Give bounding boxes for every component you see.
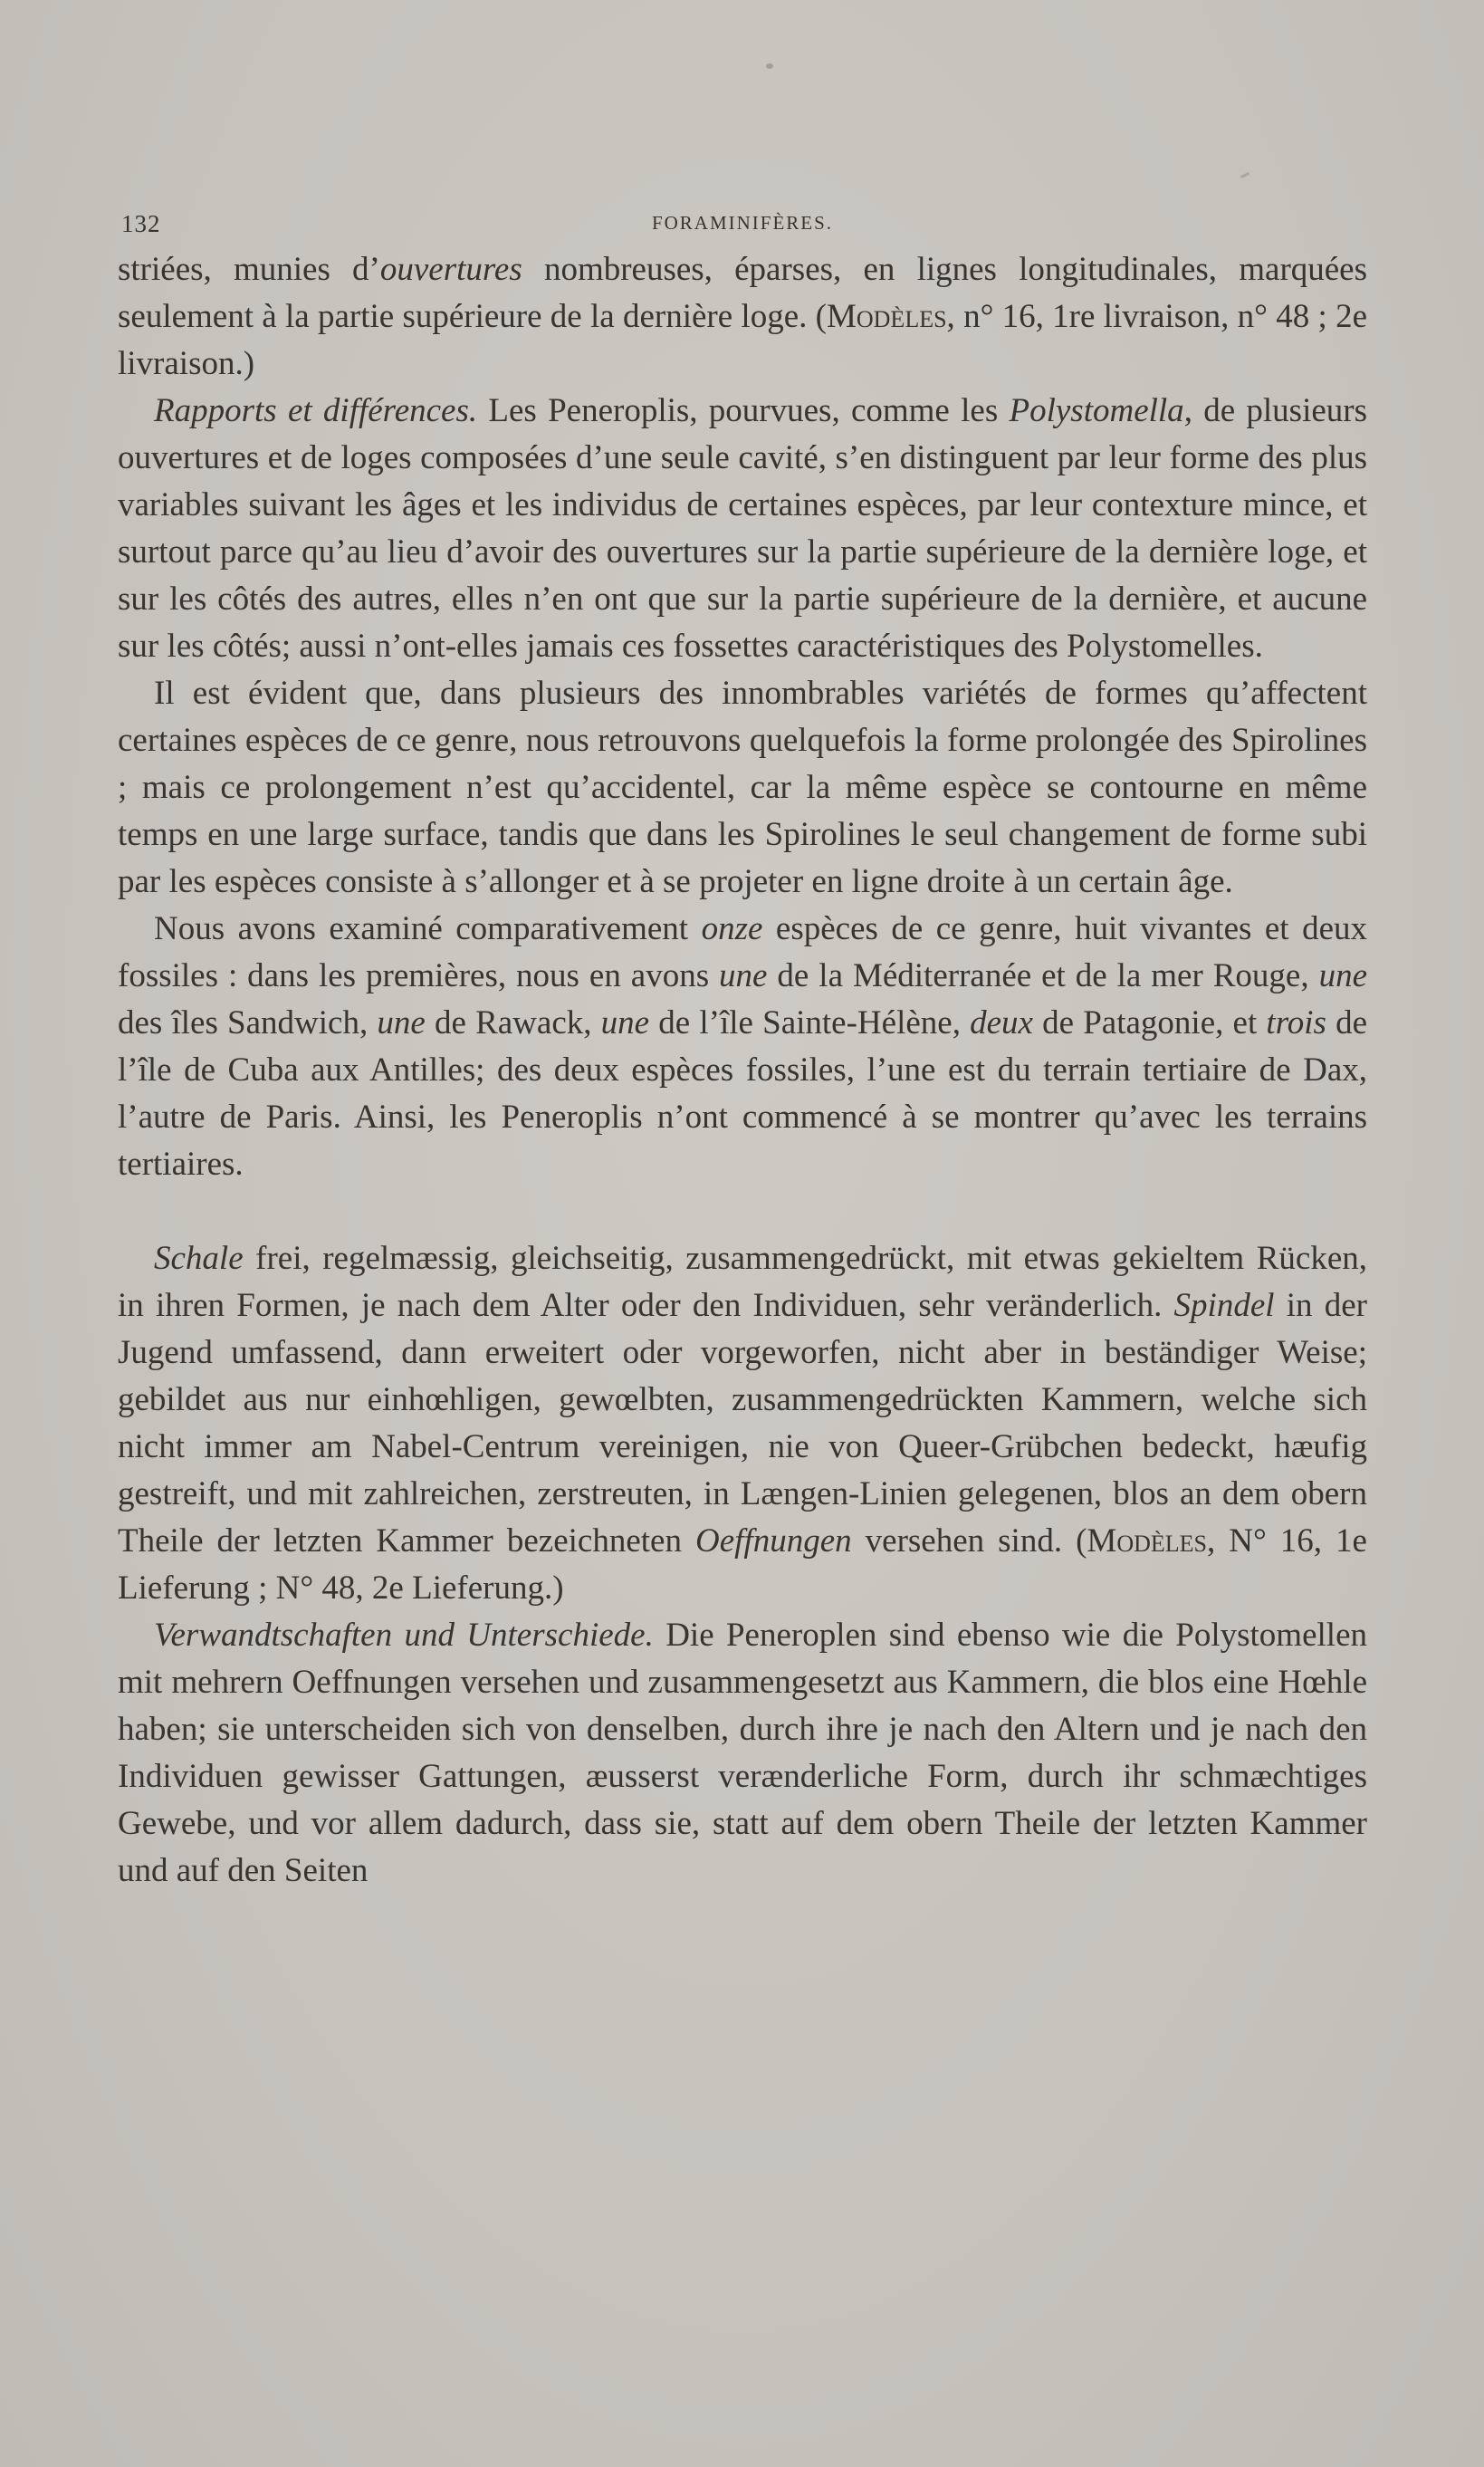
paragraph <box>118 906 1367 1188</box>
text-segment: versehen sind. ( <box>851 1522 1087 1560</box>
text-segment: Il est évident que, dans plusieurs des innombrables variétés de formes qu’affectent certaines espèces de ce genre, nous retrouvons quelquefois la forme prolongée des Spirolines ; mais ce prolongement n’est qu’accidentel, car la même espèce se contourne en même temps en une large surface, tandis que dans les Spirolines le seul changement de forme subi par les espèces consiste à s’allonger et à se projeter en ligne droite à un certain âge. <box>118 675 1367 900</box>
italic-text: onze <box>701 910 763 947</box>
italic-text: trois <box>1266 1004 1326 1042</box>
paper-speck <box>766 63 773 69</box>
paragraph <box>118 670 1367 906</box>
text-segment: striées, munies d’ <box>118 251 380 288</box>
italic-text: Spindel <box>1173 1287 1275 1324</box>
text-segment: , de plusieurs ouvertures et de loges composées d’une seule cavité, s’en distinguent par leur forme des plus variables suivant les âges et les individus de certaines espèces, par leur contexture mince, et surtout parce qu’au lieu d’avoir des ouvertures sur la partie supérieure de la dernière loge, et sur les côtés des autres, elles n’en ont que sur la partie supérieure de la dernière, et aucune sur les côtés; aussi n’ont-elles jamais ces fossettes caractéristiques des Polystomelles. <box>118 392 1367 665</box>
text-segment: de l’île de Cuba aux Antilles; des deux espèces fossiles, l’une est du terrain tertiaire de Dax, l’autre de Paris. Ainsi, les Peneroplis n’ont commencé à se montrer qu’avec les terrains tertiaires. <box>118 1004 1367 1183</box>
paragraph <box>118 388 1367 670</box>
smallcaps-text: Modèles <box>1087 1522 1207 1560</box>
text-segment: frei, regelmæssig, gleichseitig, zusammengedrückt, mit etwas gekieltem Rücken, in ihren Formen, je nach dem Alter oder den Individuen, sehr veränderlich. <box>118 1240 1367 1324</box>
page-header <box>118 206 1367 246</box>
text-segment: in der Jugend umfassend, dann erweitert oder vorgeworfen, nicht aber in beständiger Weise; gebildet aus nur einhœhligen, gewœlbten, zusammengedrückten Kammern, welche sich nicht immer am Nabel-Centrum vereinigen, nie von Queer-Grübchen bedeckt, hæufig gestreift, und mit zahlreichen, zerstreuten, in Længen-Linien gelegenen, blos an dem obern Theile der letzten Kammer bezeichneten <box>118 1287 1367 1560</box>
text-segment: Les Peneroplis, pourvues, comme les <box>477 392 1010 429</box>
paragraph <box>118 1235 1367 1612</box>
text-segment: Nous avons examiné comparativement <box>154 910 702 947</box>
italic-text: Verwandtschaften und Unterschiede. <box>154 1617 654 1654</box>
italic-text: une <box>719 957 768 994</box>
paragraph <box>118 1612 1367 1895</box>
italic-text: une <box>377 1004 426 1042</box>
italic-text: Oeffnungen <box>695 1522 852 1560</box>
italic-text: une <box>600 1004 650 1042</box>
text-segment: , n° 16, 1re livraison, n° 48 ; 2e livraison.) <box>118 298 1367 382</box>
text-segment: espèces de ce genre, huit vivantes et deux fossiles : dans les premières, nous en avons <box>118 910 1367 994</box>
body-text <box>118 246 1367 1895</box>
text-segment: de Patagonie, et <box>1032 1004 1267 1042</box>
italic-text: une <box>1318 957 1367 994</box>
text-segment: des îles Sandwich, <box>118 1004 378 1042</box>
text-segment: nombreuses, éparses, en lignes longitudinales, marquées seulement à la partie supérieure de la dernière loge. ( <box>118 251 1368 335</box>
paragraph <box>118 246 1367 388</box>
text-segment: de l’île Sainte-Hélène, <box>649 1004 971 1042</box>
text-segment: de la Méditerranée et de la mer Rouge, <box>767 957 1319 994</box>
italic-text: ouvertures <box>379 251 522 288</box>
text-segment: de Rawack, <box>425 1004 601 1042</box>
page-number: 132 <box>121 210 161 237</box>
text-segment: Die Peneroplen sind ebenso wie die Polystomellen mit mehrern Oeffnungen versehen und zusammengesetzt aus Kammern, die blos eine Hœhle haben; sie unterscheiden sich von denselben, durch ihre je nach den Altern und je nach den Individuen gewisser Gattungen, æusserst verænderliche Form, durch ihr schmæchtiges Gewebe, und vor allem dadurch, dass sie, statt auf dem obern Theile der letzten Kammer und auf den Seiten <box>118 1617 1367 1889</box>
italic-text: Schale <box>154 1240 244 1277</box>
running-title: FORAMINIFÈRES. <box>651 212 834 234</box>
document-page <box>118 206 1367 1895</box>
text-segment: , N° 16, 1e Lieferung ; N° 48, 2e Lieferung.) <box>118 1522 1367 1607</box>
italic-text: deux <box>970 1004 1033 1042</box>
paper-speck <box>1240 172 1249 178</box>
italic-text: Polystomella <box>1009 392 1184 429</box>
smallcaps-text: Modèles <box>826 298 947 335</box>
italic-text: Rapports et différences. <box>154 392 478 429</box>
